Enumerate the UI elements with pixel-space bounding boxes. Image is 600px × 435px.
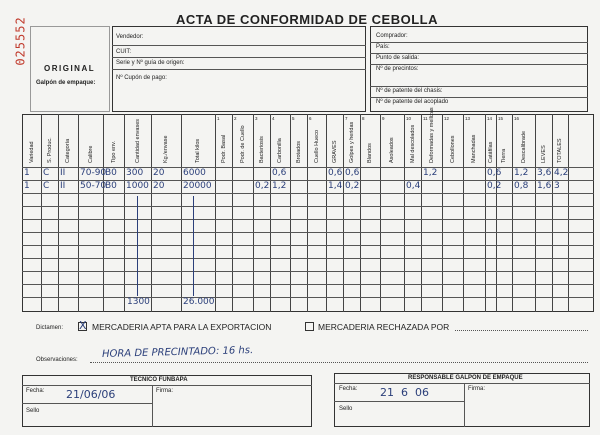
- table-column-divider: [568, 114, 569, 312]
- table-header: Blandos: [367, 143, 373, 163]
- dictamen-label: Dictamen:: [36, 325, 64, 331]
- table-header: Variedad: [28, 141, 35, 163]
- table-column-divider: [512, 114, 513, 312]
- defect-number: 15: [498, 116, 504, 121]
- table-cell: 0,6: [272, 168, 287, 178]
- table-header: S. Produc.: [46, 137, 53, 163]
- table-column-divider: [485, 114, 486, 312]
- table-cell: 0,4: [406, 181, 421, 191]
- table-cell: B0: [105, 181, 117, 191]
- table-cell: 70-90: [80, 168, 107, 178]
- table-header: Deformadas y mellizas: [428, 107, 435, 163]
- patente-acoplado-label: Nº de patente del acoplado: [376, 99, 449, 105]
- defect-number: 9: [382, 116, 385, 121]
- table-header: Podr. de Cuello: [239, 125, 246, 163]
- table-header: Descalibrade: [520, 130, 527, 163]
- table-cell: 0,6: [328, 168, 343, 178]
- handwritten-stroke: [137, 196, 138, 296]
- defect-number: 8: [362, 116, 365, 121]
- defect-number: 5: [292, 116, 295, 121]
- table-column-divider: [535, 114, 536, 312]
- table-header: Categoría: [65, 138, 71, 163]
- table-cell: 3: [554, 181, 560, 191]
- serial-number: 025552: [13, 16, 28, 66]
- defect-number: 12: [444, 116, 450, 121]
- table-cell: II: [60, 181, 66, 191]
- table-row-divider: [22, 232, 594, 233]
- table-cell: 0,2: [487, 181, 502, 191]
- table-cell: 20: [153, 168, 165, 178]
- table-header: Mal descolados: [409, 124, 416, 163]
- table-header: Asoleados: [389, 137, 395, 163]
- table-cell: 1,2: [272, 181, 287, 191]
- table-header: Podr. Basal: [220, 134, 227, 163]
- defect-number: 6: [309, 116, 312, 121]
- table-cell: C: [43, 181, 50, 191]
- table-cell: 0,6: [487, 168, 502, 178]
- responsable-firma-label: Firma:: [468, 386, 485, 392]
- table-cell: II: [60, 168, 66, 178]
- table-row-divider: [22, 245, 594, 246]
- responsable-title: RESPONSABLE GALPON DE EMPAQUE: [408, 375, 523, 381]
- table-column-divider: [421, 114, 422, 312]
- defect-number: 10: [406, 116, 412, 121]
- table-column-divider: [270, 114, 271, 312]
- table-cell: 0,2: [345, 181, 360, 191]
- table-header: Bacteriosis: [258, 136, 265, 163]
- table-cell: 1: [24, 168, 30, 178]
- form-title: ACTA DE CONFORMIDAD DE CEBOLLA: [176, 12, 438, 27]
- table-header: TOTALES: [557, 138, 563, 163]
- responsable-fecha-label: Fecha:: [339, 386, 358, 392]
- table-cell: B0: [105, 168, 117, 178]
- table-header: Cantidad envases: [134, 118, 141, 163]
- table-column-divider: [290, 114, 291, 312]
- table-row-divider: [22, 206, 594, 207]
- table-cell: 1: [24, 181, 30, 191]
- packing-label: Galpón de empaque:: [36, 80, 96, 86]
- punto-salida-label: Punto de salida:: [376, 55, 420, 61]
- table-column-divider: [404, 114, 405, 312]
- table-column-divider: [463, 114, 464, 312]
- table-cell: 4,2: [554, 168, 569, 178]
- table-cell: 20: [153, 181, 165, 191]
- table-column-divider: [181, 114, 182, 312]
- cuit-label: CUIT:: [116, 49, 131, 55]
- defect-number: 4: [272, 116, 275, 121]
- table-column-divider: [343, 114, 344, 312]
- total-kilos: 26.000: [183, 297, 215, 307]
- serie-guia-label: Serie y Nº guía de origen:: [116, 60, 185, 66]
- table-cell: 0,2: [255, 181, 270, 191]
- defect-number: 11: [423, 116, 428, 121]
- inspection-table: [22, 114, 594, 312]
- table-cell: 1,2: [423, 168, 438, 178]
- table-header: Brotados: [295, 140, 302, 163]
- tecnico-sello-label: Sello: [26, 408, 40, 414]
- table-column-divider: [360, 114, 361, 312]
- table-cell: 3,6: [537, 168, 552, 178]
- tecnico-title: TECNICO FUNBAPA: [130, 377, 188, 383]
- table-header: Catáfilas: [487, 141, 494, 163]
- defect-number: 13: [465, 116, 471, 121]
- defect-number: 3: [255, 116, 258, 121]
- handwritten-stroke: [193, 196, 194, 296]
- table-header: GRAVES: [331, 140, 338, 163]
- defect-number: 16: [514, 116, 520, 121]
- defect-number: 7: [345, 116, 348, 121]
- table-column-divider: [253, 114, 254, 312]
- cupon-label: Nº Cupón de pago:: [116, 75, 167, 81]
- table-column-divider: [58, 114, 59, 312]
- table-row-divider: [22, 284, 594, 285]
- tecnico-firma-label: Firma:: [156, 388, 173, 394]
- table-column-divider: [496, 114, 497, 312]
- vendedor-label: Vendedor:: [116, 34, 144, 40]
- comprador-label: Comprador:: [376, 33, 408, 39]
- table-column-divider: [326, 114, 327, 312]
- apta-mark: X: [79, 319, 87, 332]
- table-column-divider: [78, 114, 79, 312]
- table-cell: 300: [126, 168, 144, 178]
- table-column-divider: [307, 114, 308, 312]
- rechazada-checkbox[interactable]: [305, 322, 314, 331]
- apta-label: MERCADERIA APTA PARA LA EXPORTACION: [92, 322, 272, 332]
- rechazada-label: MERCADERIA RECHAZADA POR: [318, 322, 450, 332]
- defect-number: 14: [487, 116, 493, 121]
- precintos-label: Nº de precintos:: [376, 66, 419, 72]
- responsable-sello-label: Sello: [339, 406, 353, 412]
- table-header: Carbonilla: [277, 138, 283, 163]
- table-header: Calibre: [87, 145, 94, 163]
- table-row-divider: [22, 219, 594, 220]
- table-column-divider: [124, 114, 125, 312]
- table-column-divider: [232, 114, 233, 312]
- table-column-divider: [151, 114, 152, 312]
- table-column-divider: [41, 114, 42, 312]
- responsable-fecha: 21 6 06: [380, 386, 429, 399]
- observaciones-value: HORA DE PRECINTADO: 16 hs.: [101, 345, 254, 360]
- pais-label: País:: [376, 44, 390, 50]
- table-header: Golpes y heridas: [348, 121, 355, 163]
- table-cell: 50-70: [80, 181, 107, 191]
- table-cell: 1,6: [537, 181, 552, 191]
- table-header: Cuello Hueco: [313, 129, 320, 163]
- table-cell: 6000: [183, 168, 206, 178]
- tecnico-fecha: 21/06/06: [66, 388, 116, 401]
- table-cell: 20000: [183, 181, 212, 191]
- patente-chasis-label: Nº de patente del chasis:: [376, 88, 443, 94]
- table-cell: 0,8: [514, 181, 529, 191]
- copy-label: ORIGINAL: [44, 64, 96, 73]
- table-row-divider: [22, 297, 594, 298]
- table-column-divider: [442, 114, 443, 312]
- table-header: Total kilos: [195, 138, 201, 163]
- table-header: Kg./envase: [163, 135, 169, 163]
- table-cell: 0,6: [345, 168, 360, 178]
- table-row-divider: [22, 271, 594, 272]
- table-header: Tierra: [501, 148, 507, 163]
- table-column-divider: [552, 114, 553, 312]
- table-cell: 1000: [126, 181, 149, 191]
- defect-number: 1: [217, 116, 220, 121]
- total-cantidad: 1300: [127, 297, 150, 307]
- table-column-divider: [103, 114, 104, 312]
- table-cell: 1,2: [514, 168, 529, 178]
- tecnico-fecha-label: Fecha:: [26, 388, 45, 394]
- table-cell: 1,4: [328, 181, 343, 191]
- defect-number: 2: [234, 116, 237, 121]
- table-column-divider: [380, 114, 381, 312]
- table-header: Cebollones: [449, 135, 456, 163]
- table-header: LEVES: [540, 145, 547, 163]
- table-row-divider: [22, 193, 594, 194]
- table-cell: C: [43, 168, 50, 178]
- table-column-divider: [215, 114, 216, 312]
- responsable-box: [334, 373, 590, 427]
- table-header: Tipo env.: [110, 140, 117, 163]
- table-row-divider: [22, 258, 594, 259]
- table-header: Manchadas: [471, 134, 477, 163]
- observaciones-label: Observaciones:: [36, 357, 78, 363]
